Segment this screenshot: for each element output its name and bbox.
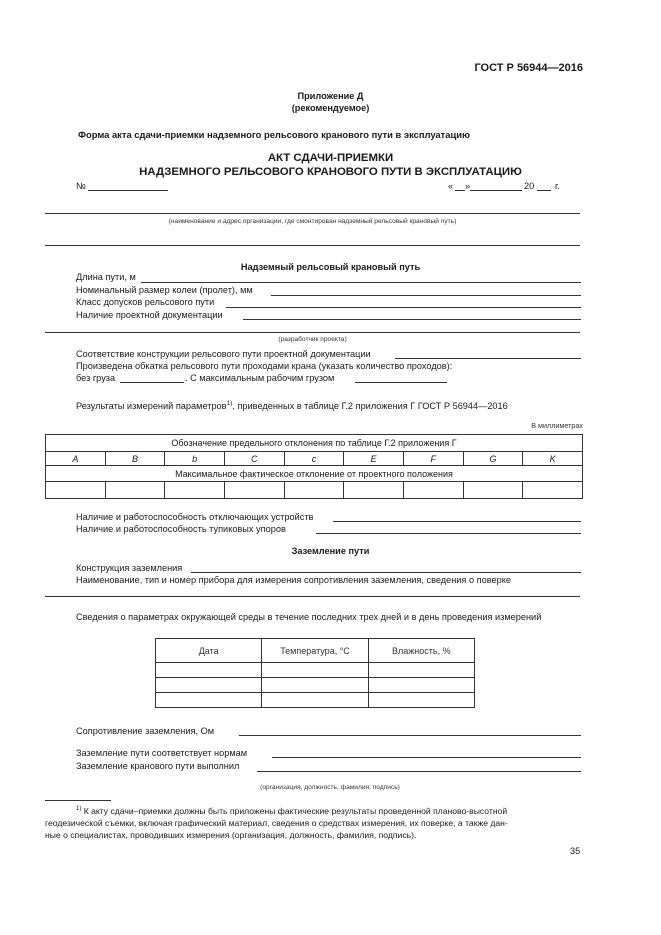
deviation-cell[interactable] (224, 482, 284, 499)
footnote-text-1: К акту сдачи–приемки должны быть приложены фактические результаты проведенной планово-высотной (83, 805, 508, 816)
deviation-table-title: Обозначение предельного отклонения по таблице Г.2 приложения Г (46, 435, 583, 452)
deviation-cell[interactable] (523, 482, 583, 499)
environment-cell[interactable] (368, 693, 474, 708)
footnote-line2: геодезической съемки, включая графический материал, сведения о средствах измерения, их поверке, а также дан- (45, 818, 508, 828)
environment-table (155, 638, 475, 708)
resistance-label: Сопротивление заземления, Ом (76, 726, 215, 736)
complies-label: Заземление пути соответствует нормам (76, 748, 248, 758)
appendix-title: Приложение Д (297, 91, 364, 101)
max-load-field[interactable] (355, 382, 447, 383)
deviation-cell[interactable] (344, 482, 404, 499)
gauge-label: Номинальный размер колеи (пролет), мм (76, 285, 253, 295)
performed-by-caption: (организация, должность, фамилия, подпись) (260, 784, 400, 791)
dead-end-stops-field[interactable] (316, 533, 581, 534)
column-header: b (165, 452, 225, 466)
date-day-field[interactable] (455, 190, 465, 191)
date-month-field[interactable] (470, 190, 522, 191)
organization-field[interactable] (45, 213, 580, 214)
act-title-line1: АКТ СДАЧИ-ПРИЕМКИ (267, 152, 394, 164)
grounding-device-field[interactable] (45, 596, 580, 597)
organization-field-2[interactable] (45, 245, 580, 246)
complies-field[interactable] (272, 757, 581, 758)
no-load-field[interactable] (120, 382, 184, 383)
environment-intro: Сведения о параметрах окружающей среды в течение последних трех дней и в день проведения измерений (76, 612, 542, 622)
limit-switches-field[interactable] (333, 521, 581, 522)
project-docs-field[interactable] (243, 319, 581, 320)
date-year-prefix: 20 (524, 181, 535, 191)
deviation-cell[interactable] (165, 482, 225, 499)
gauge-field[interactable] (271, 295, 581, 296)
environment-cell[interactable] (368, 678, 474, 693)
standard-number: ГОСТ Р 56944—2016 (474, 62, 583, 74)
deviation-cell[interactable] (403, 482, 463, 499)
organization-caption: (наименование и адрес организации, где смонтирован надземный рельсовый крановый путь) (168, 218, 457, 225)
environment-cell[interactable] (156, 678, 262, 693)
date-year-field[interactable] (537, 190, 551, 191)
compliance-field[interactable] (395, 358, 581, 359)
column-header: K (523, 452, 583, 466)
resistance-field[interactable] (239, 735, 581, 736)
measurements-text (76, 398, 508, 412)
footnote-mark: 1) (76, 806, 82, 812)
max-load-label: . С максимальным рабочим грузом (185, 373, 335, 383)
measurements-text-after: , приведенных в таблице Г.2 приложения Г ГОСТ Р 56944—2016 (232, 401, 508, 412)
appendix-note: (рекомендуемое) (291, 103, 370, 113)
environment-cell[interactable] (156, 663, 262, 678)
units-label: В миллиметрах (531, 421, 583, 430)
developer-caption: (разработчик проекта) (278, 336, 347, 343)
footnote-reference: 1) (226, 400, 233, 407)
track-length-label: Длина пути, м (76, 272, 136, 282)
column-header: E (344, 452, 404, 466)
date-close-quote: » (465, 181, 471, 191)
grounding-construction-field[interactable] (191, 572, 581, 573)
column-header: c (284, 452, 344, 466)
deviation-cell[interactable] (105, 482, 165, 499)
column-header: G (463, 452, 523, 466)
deviation-table (45, 434, 583, 499)
footnote-line1 (76, 804, 507, 817)
act-number-field[interactable] (88, 190, 168, 191)
tolerance-class-label: Класс допусков рельсового пути (76, 297, 215, 307)
runin-text: Произведена обкатка рельсового пути проходами крана (указать количество проходов): (76, 361, 453, 371)
performed-by-field[interactable] (257, 771, 581, 772)
environment-header-temperature: Температура, °С (262, 639, 368, 663)
environment-cell[interactable] (262, 678, 368, 693)
column-header: C (224, 452, 284, 466)
environment-header-humidity: Влажность, % (368, 639, 474, 663)
grounding-construction-label: Конструкция заземления (76, 563, 183, 573)
performed-by-label: Заземление кранового пути выполнил (76, 761, 240, 771)
compliance-label: Соответствие конструкции рельсового пути проектной документации (76, 349, 371, 359)
column-header: F (403, 452, 463, 466)
no-load-label: без груза (76, 373, 116, 383)
page-number: 35 (570, 846, 581, 856)
environment-header-date: Дата (156, 639, 262, 663)
act-title-line2: НАДЗЕМНОГО РЕЛЬСОВОГО КРАНОВОГО ПУТИ В ЭКСПЛУАТАЦИЮ (139, 166, 522, 178)
act-number-label: № (76, 181, 86, 191)
deviation-cell[interactable] (46, 482, 106, 499)
limit-switches-label: Наличие и работоспособность отключающих устройств (76, 512, 314, 522)
grounding-device-label: Наименование, тип и номер прибора для измерения сопротивления заземления, сведения о поверке (76, 575, 511, 585)
date-open-quote: « (448, 181, 454, 191)
date-year-suffix: г. (555, 181, 560, 191)
project-docs-label: Наличие проектной документации (76, 310, 223, 320)
deviation-cell[interactable] (284, 482, 344, 499)
dead-end-stops-label: Наличие и работоспособность тупиковых упоров (76, 524, 286, 534)
grounding-heading: Заземление пути (291, 546, 370, 556)
track-section-heading: Надземный рельсовый крановый путь (240, 262, 421, 272)
column-header: A (46, 452, 106, 466)
deviation-table-subtitle: Максимальное фактическое отклонение от проектного положения (46, 466, 583, 482)
deviation-cell[interactable] (463, 482, 523, 499)
track-length-field[interactable] (141, 282, 581, 283)
environment-cell[interactable] (262, 663, 368, 678)
environment-cell[interactable] (262, 693, 368, 708)
column-header: B (105, 452, 165, 466)
developer-field[interactable] (45, 332, 580, 333)
footnote-separator (45, 800, 111, 801)
tolerance-class-field[interactable] (226, 307, 581, 308)
footnote-line3: ные о специалистах, проводивших измерения (организация, должность, фамилия, подпись). (45, 830, 417, 840)
measurements-text-before: Результаты измерений параметров (76, 401, 227, 412)
form-heading: Форма акта сдачи-приемки надземного рельсового кранового пути в эксплуатацию (78, 129, 470, 140)
environment-cell[interactable] (368, 663, 474, 678)
environment-cell[interactable] (156, 693, 262, 708)
